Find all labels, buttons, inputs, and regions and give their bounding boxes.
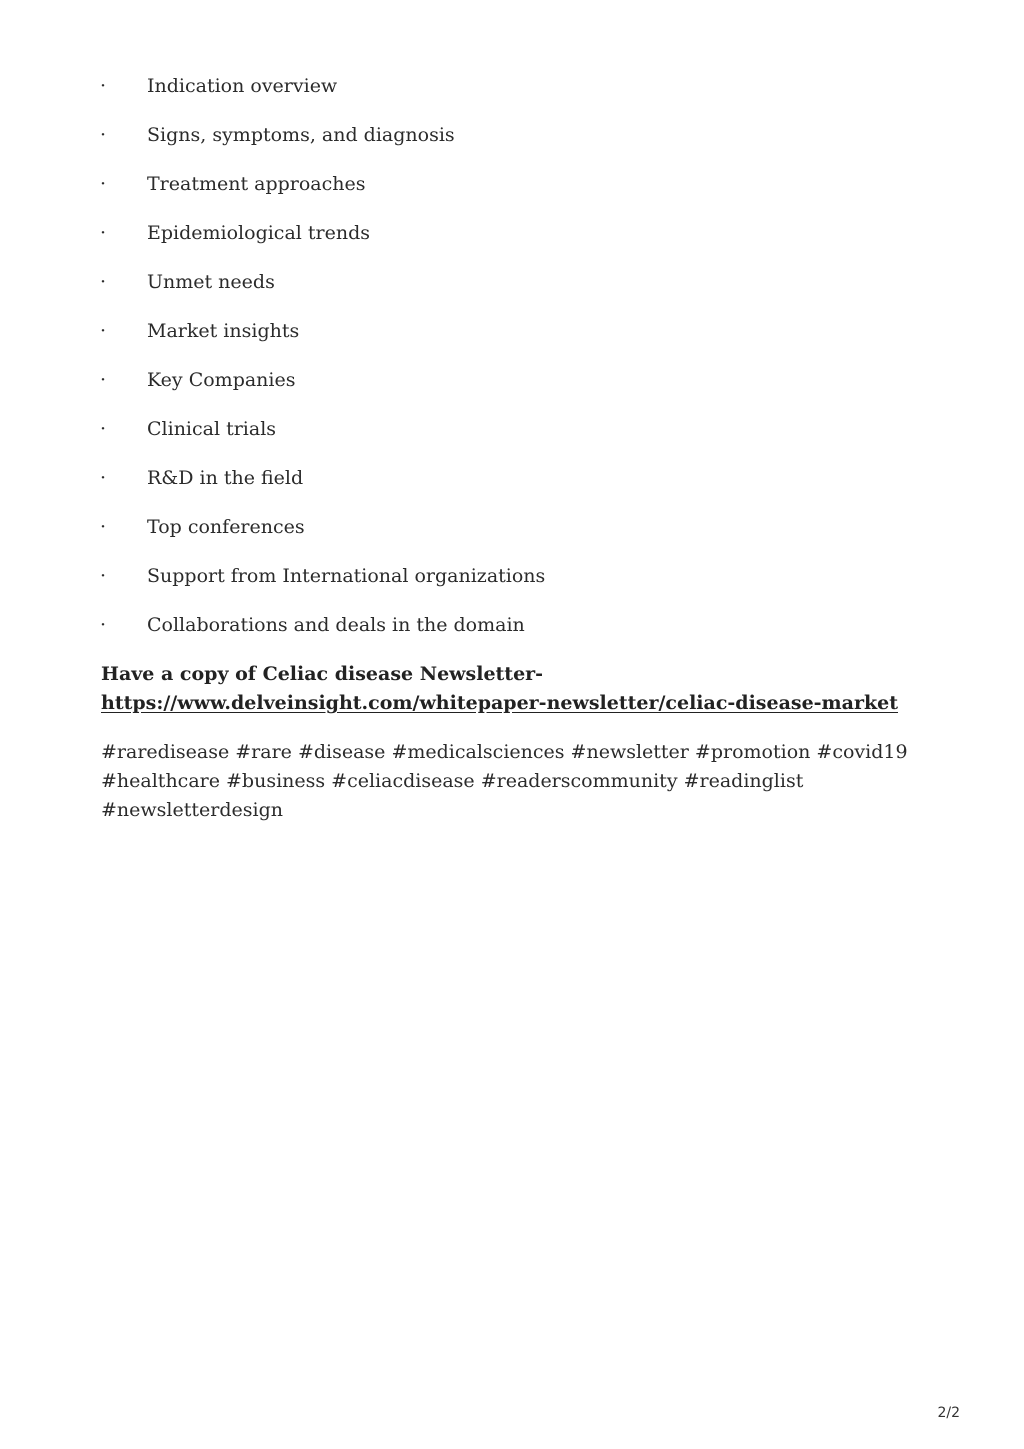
topic-label: Market insights	[147, 320, 300, 342]
topic-label: Clinical trials	[147, 418, 277, 440]
bullet-icon: ·	[100, 369, 107, 391]
hashtag-line: #raredisease #rare #disease #medicalsciences #newsletter #promotion #covid19	[101, 741, 908, 763]
topic-label: Top conferences	[147, 516, 305, 538]
topic-label: Key Companies	[147, 369, 296, 391]
topic-label: Treatment approaches	[147, 173, 366, 195]
topic-label: Signs, symptoms, and diagnosis	[147, 124, 455, 146]
topic-label: Support from International organizations	[147, 565, 546, 587]
bullet-icon: ·	[100, 320, 107, 342]
page-number: 2/2	[937, 1405, 960, 1421]
bullet-icon: ·	[100, 516, 107, 538]
bullet-icon: ·	[100, 418, 107, 440]
bullet-icon: ·	[100, 124, 107, 146]
cta-heading: Have a copy of Celiac disease Newsletter-	[101, 663, 544, 685]
topic-label: Indication overview	[147, 75, 338, 97]
newsletter-link[interactable]: https://www.delveinsight.com/whitepaper-newsletter/celiac-disease-market	[101, 692, 899, 714]
topic-label: Epidemiological trends	[147, 222, 370, 244]
bullet-icon: ·	[100, 614, 107, 636]
topic-label: Collaborations and deals in the domain	[147, 614, 525, 636]
bullet-icon: ·	[100, 173, 107, 195]
bullet-icon: ·	[100, 75, 107, 97]
hashtag-block	[101, 738, 961, 825]
topic-label: Unmet needs	[147, 271, 275, 293]
bullet-icon: ·	[100, 467, 107, 489]
bullet-icon: ·	[100, 222, 107, 244]
bullet-icon: ·	[100, 565, 107, 587]
hashtag-line: #healthcare #business #celiacdisease #readerscommunity #readinglist #newsletterdesign	[101, 770, 804, 821]
newsletter-cta	[101, 660, 898, 718]
topic-label: R&D in the field	[147, 467, 304, 489]
bullet-icon: ·	[100, 271, 107, 293]
